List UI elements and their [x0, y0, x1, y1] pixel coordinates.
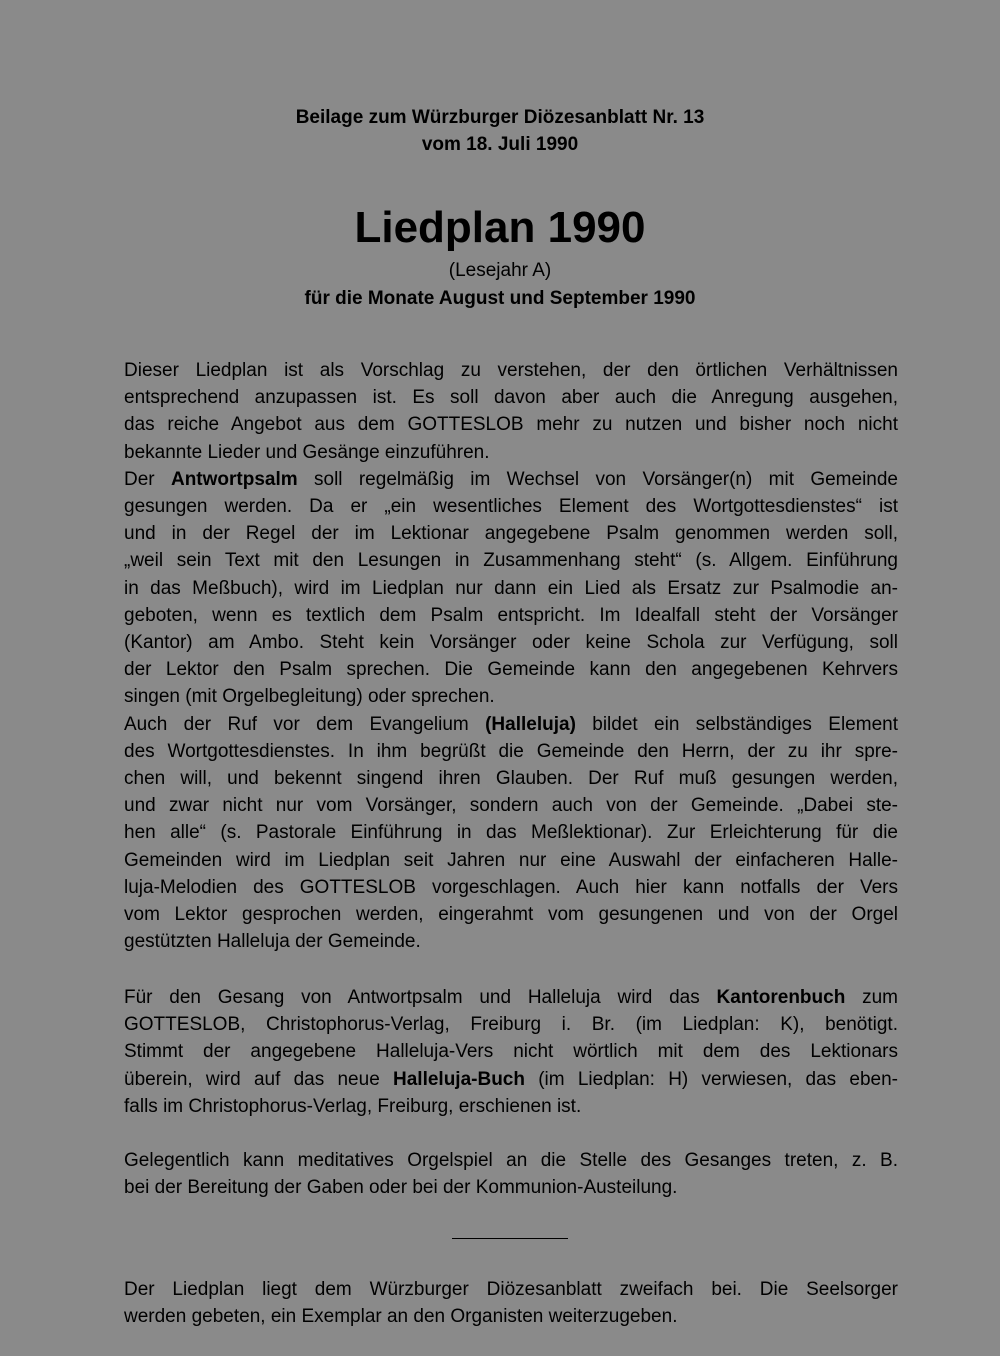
- text-line: der Lektor den Psalm sprechen. Die Gemeinde kann den angegebenen Kehrvers: [124, 659, 898, 681]
- months-line: für die Monate August und September 1990: [304, 288, 696, 309]
- text-segment: soll regelmäßig im Wechsel von Vorsänger(n) mit Gemeinde: [297, 468, 898, 490]
- text-line: singen (mit Orgelbegleitung) oder sprechen.: [124, 686, 495, 708]
- text-line: gestützten Halleluja der Gemeinde.: [124, 931, 421, 953]
- text-line: [124, 1066, 898, 1093]
- text-line: (Kantor) am Ambo. Steht kein Vorsänger oder keine Schola zur Verfügung, soll: [124, 632, 898, 654]
- text-line: [124, 711, 898, 738]
- text-segment: überein, wird auf das neue: [124, 1068, 393, 1090]
- text-line: [124, 984, 898, 1011]
- text-line: Gemeinden wird im Liedplan seit Jahren nur eine Auswahl der einfacheren Halle-: [124, 849, 898, 871]
- bold-term-halleluja: (Halleluja): [485, 713, 576, 735]
- text-line: Gelegentlich kann meditatives Orgelspiel an die Stelle des Gesanges treten, z. B.: [124, 1150, 898, 1171]
- text-segment: Der: [124, 468, 171, 490]
- text-line: und zwar nicht nur vom Vorsänger, sondern auch von der Gemeinde. „Dabei ste-: [124, 795, 898, 817]
- text-line: entsprechend anzupassen ist. Es soll davon aber auch die Anregung ausgehen,: [124, 387, 898, 409]
- section-divider: [452, 1238, 568, 1239]
- paragraph-orgelspiel: [124, 1147, 898, 1201]
- text-line: des Wortgottesdienstes. In ihm begrüßt die Gemeinde den Herrn, der zu ihr spre-: [124, 740, 898, 762]
- text-line: „weil sein Text mit den Lesungen in Zusammenhang steht“ (s. Allgem. Einführung: [124, 550, 898, 572]
- paragraph-intro: [124, 357, 898, 955]
- text-line: bei der Bereitung der Gaben oder bei der Kommunion-Austeilung.: [124, 1177, 678, 1199]
- bold-term-antwortpsalm: Antwortpsalm: [170, 468, 298, 490]
- text-segment: Für den Gesang von Antwortpsalm und Halleluja wird das: [124, 987, 717, 1008]
- text-line: das reiche Angebot aus dem GOTTESLOB mehr zu nutzen und bisher noch nicht: [124, 414, 898, 436]
- header-date-line: vom 18. Juli 1990: [421, 134, 579, 155]
- text-segment: Auch der Ruf vor dem Evangelium: [124, 713, 486, 735]
- text-line: GOTTESLOB, Christophorus-Verlag, Freiburg i. Br. (im Liedplan: K), benötigt.: [124, 1014, 898, 1036]
- bold-term-halleluja-buch: Halleluja-Buch: [393, 1068, 525, 1090]
- text-segment: (im Liedplan: H) verwiesen, das eben-: [524, 1068, 898, 1090]
- paragraph-distribution: [124, 1276, 898, 1330]
- text-line: chen will, und bekennt singend ihren Glauben. Der Ruf muß gesungen werden,: [124, 768, 898, 790]
- text-line: und in der Regel der im Lektionar angegebene Psalm genommen werden soll,: [124, 523, 898, 545]
- text-segment: bildet ein selbständiges Element: [575, 713, 898, 735]
- text-line: Stimmt der angegebene Halleluja-Vers nicht wörtlich mit dem des Lektionars: [124, 1041, 898, 1063]
- text-line: [124, 466, 898, 493]
- text-line: bekannte Lieder und Gesänge einzuführen.: [124, 441, 490, 463]
- text-line: Der Liedplan liegt dem Würzburger Diözesanblatt zweifach bei. Die Seelsorger: [124, 1279, 898, 1300]
- text-line: hen alle“ (s. Pastorale Einführung in das Meßlektionar). Zur Erleichterung für die: [124, 822, 898, 844]
- text-line: in das Meßbuch), wird im Liedplan nur dann ein Lied als Ersatz zur Psalmodie an-: [124, 577, 898, 599]
- text-line: gesungen werden. Da er „ein wesentliches Element des Wortgottesdienstes“ ist: [124, 496, 898, 518]
- page-title: Liedplan 1990: [354, 203, 646, 252]
- text-line: Dieser Liedplan ist als Vorschlag zu verstehen, der den örtlichen Verhältnissen: [124, 360, 898, 381]
- text-line: falls im Christophorus-Verlag, Freiburg, erschienen ist.: [124, 1095, 582, 1117]
- text-line: luja-Melodien des GOTTESLOB vorgeschlagen. Auch hier kann notfalls der Vers: [124, 876, 898, 898]
- text-line: werden gebeten, ein Exemplar an den Organisten weiterzugeben.: [124, 1306, 678, 1328]
- page-subtitle: (Lesejahr A): [448, 260, 552, 281]
- header-supplement-line: Beilage zum Würzburger Diözesanblatt Nr. 13: [295, 107, 705, 128]
- text-line: geboten, wenn es textlich dem Psalm entspricht. Im Idealfall steht der Vorsänger: [124, 604, 898, 626]
- text-segment: zum: [845, 987, 898, 1008]
- bold-term-kantorenbuch: Kantorenbuch: [716, 987, 846, 1008]
- text-line: vom Lektor gesprochen werden, eingerahmt vom gesungenen und von der Orgel: [124, 904, 898, 926]
- paragraph-kantorenbuch: [124, 984, 898, 1120]
